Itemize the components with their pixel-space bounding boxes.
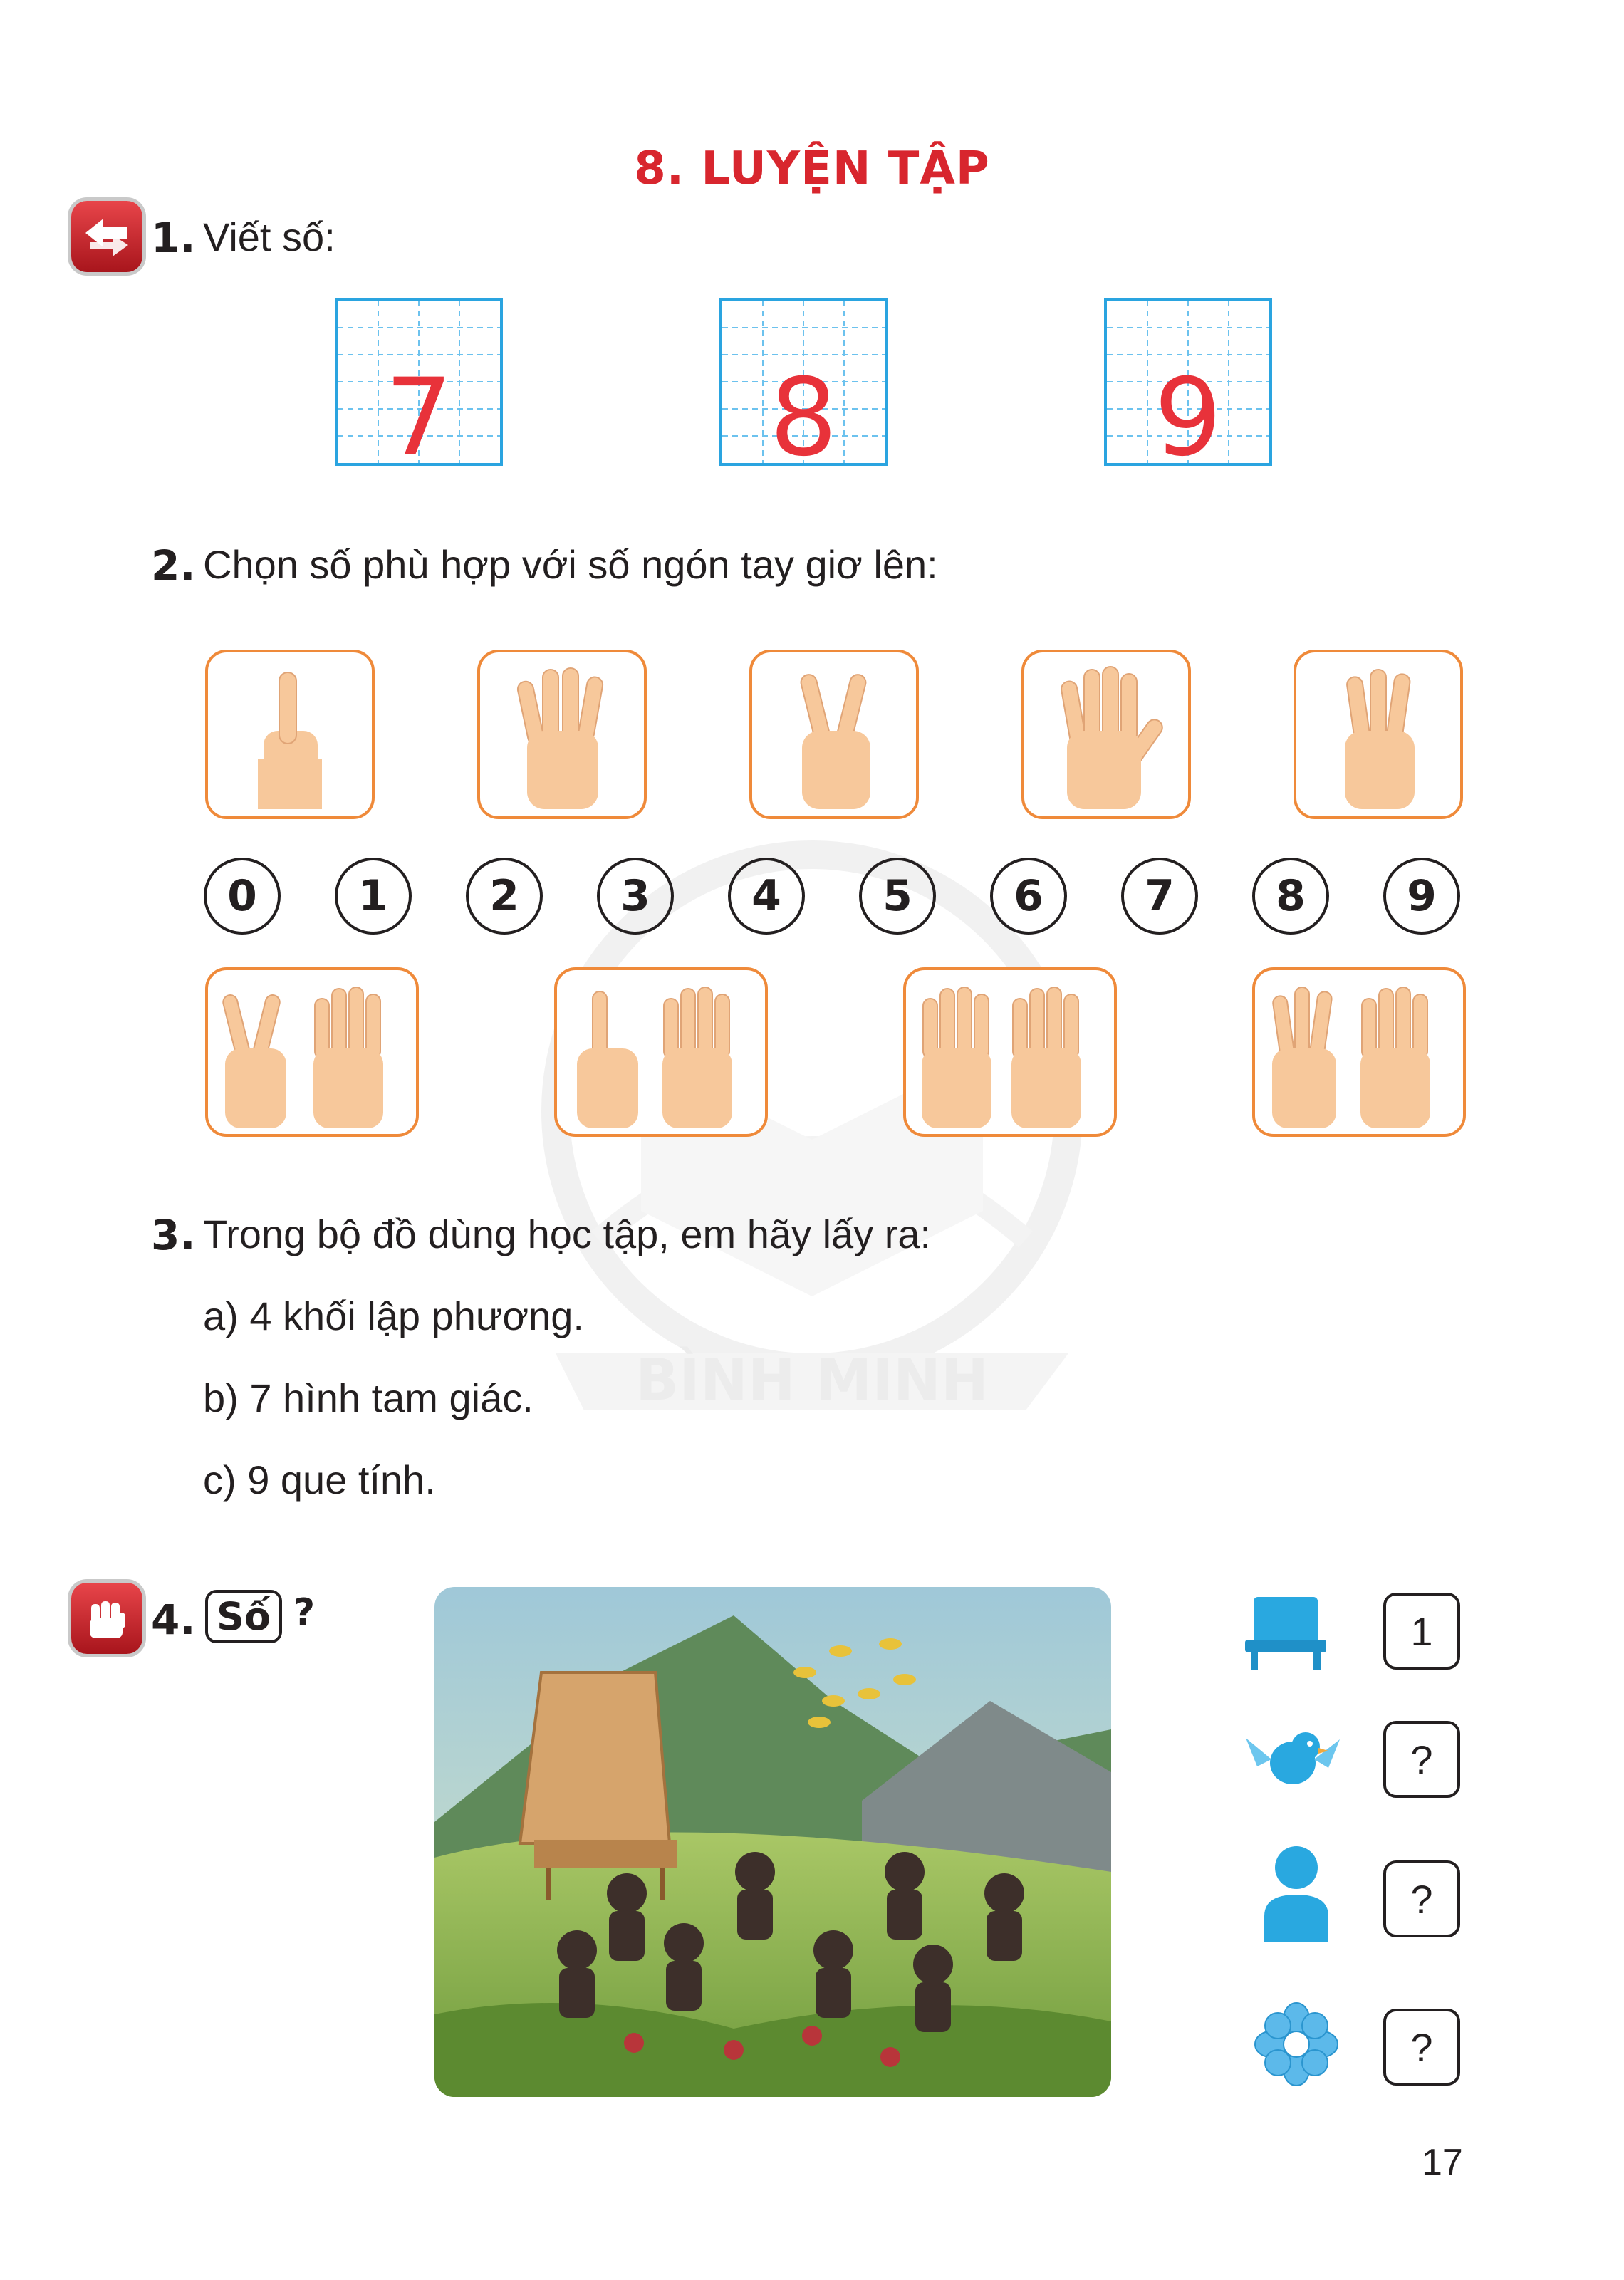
hand-three-fingers-icon xyxy=(1296,652,1460,816)
exercise-1-number: 1. xyxy=(151,214,196,262)
page-title: 8. LUYỆN TẬP xyxy=(634,142,990,195)
flower-icon xyxy=(1254,2001,1339,2087)
writing-grid-9 xyxy=(1104,298,1272,480)
number-circle-3[interactable]: 3 xyxy=(597,858,674,935)
exercise-3-item-a: a) 4 khối lập phương. xyxy=(203,1293,584,1338)
number-circle-5[interactable]: 5 xyxy=(859,858,936,935)
hand-card-six[interactable] xyxy=(554,967,768,1137)
exercise-2-number: 2. xyxy=(151,541,196,590)
exercise-3-number: 3. xyxy=(151,1211,196,1259)
person-icon xyxy=(1257,1845,1336,1945)
hands-nine-icon xyxy=(906,970,1114,1134)
exercise-3-item-b: b) 7 hình tam giác. xyxy=(203,1375,533,1420)
number-circle-4[interactable]: 4 xyxy=(728,858,805,935)
exercise-1-text: Viết số: xyxy=(203,214,335,259)
answer-box-person[interactable]: ? xyxy=(1383,1860,1460,1937)
hand-card-one-finger[interactable] xyxy=(205,650,375,819)
hand-card-three-fingers[interactable] xyxy=(1294,650,1463,819)
hand-card-four-fingers[interactable] xyxy=(477,650,647,819)
number-circle-9[interactable]: 9 xyxy=(1383,858,1460,935)
page-number: 17 xyxy=(1422,2142,1463,2183)
writing-grid-8 xyxy=(719,298,888,480)
hand-five-fingers-icon xyxy=(1024,652,1188,816)
hand-card-eight[interactable] xyxy=(1252,967,1466,1137)
number-circle-8[interactable]: 8 xyxy=(1252,858,1329,935)
hands-eight-icon xyxy=(1255,970,1463,1134)
digit-eight: 8 xyxy=(769,356,838,480)
swap-arrows-icon xyxy=(71,201,142,272)
exercise-3-text: Trong bộ đồ dùng học tập, em hãy lấy ra: xyxy=(203,1212,932,1256)
number-circle-1[interactable]: 1 xyxy=(335,858,412,935)
hand-card-seven[interactable] xyxy=(205,967,419,1137)
exercise-4-badge xyxy=(71,1583,142,1654)
hand-four-fingers-icon xyxy=(480,652,644,816)
stilt-house xyxy=(520,1672,677,1900)
writing-grid-7 xyxy=(335,298,503,480)
answer-box-chair[interactable]: 1 xyxy=(1383,1593,1460,1670)
hand-card-five-fingers[interactable] xyxy=(1021,650,1191,819)
number-circle-6[interactable]: 6 xyxy=(990,858,1067,935)
hands-seven-icon xyxy=(208,970,416,1134)
hands-six-icon xyxy=(557,970,765,1134)
hand-card-nine[interactable] xyxy=(903,967,1117,1137)
number-circle-0[interactable]: 0 xyxy=(204,858,281,935)
number-circle-7[interactable]: 7 xyxy=(1121,858,1198,935)
hand-two-fingers-icon xyxy=(752,652,916,816)
digit-seven: 7 xyxy=(385,356,453,480)
exercise-2-text: Chọn số phù hợp với số ngón tay giơ lên: xyxy=(203,542,938,587)
exercise-1-badge xyxy=(71,201,142,272)
chair-icon xyxy=(1239,1593,1332,1671)
answer-box-flower[interactable]: ? xyxy=(1383,2009,1460,2086)
number-circle-2[interactable]: 2 xyxy=(466,858,543,935)
exercise-4-question-mark: ? xyxy=(293,1591,316,1634)
hand-card-two-fingers[interactable] xyxy=(749,650,919,819)
answer-box-bird[interactable]: ? xyxy=(1383,1721,1460,1798)
fist-icon xyxy=(71,1583,142,1654)
exercise-4-label-box: Số xyxy=(205,1590,282,1643)
digit-nine: 9 xyxy=(1154,356,1222,480)
hand-one-finger-icon xyxy=(208,652,372,816)
watermark-text: BÌNH MINH xyxy=(635,1347,989,1413)
exercise-3-item-c: c) 9 que tính. xyxy=(203,1457,436,1502)
bird-icon xyxy=(1243,1724,1343,1795)
exercise-4-number: 4. xyxy=(151,1596,196,1644)
village-scene-illustration xyxy=(434,1587,1111,2097)
